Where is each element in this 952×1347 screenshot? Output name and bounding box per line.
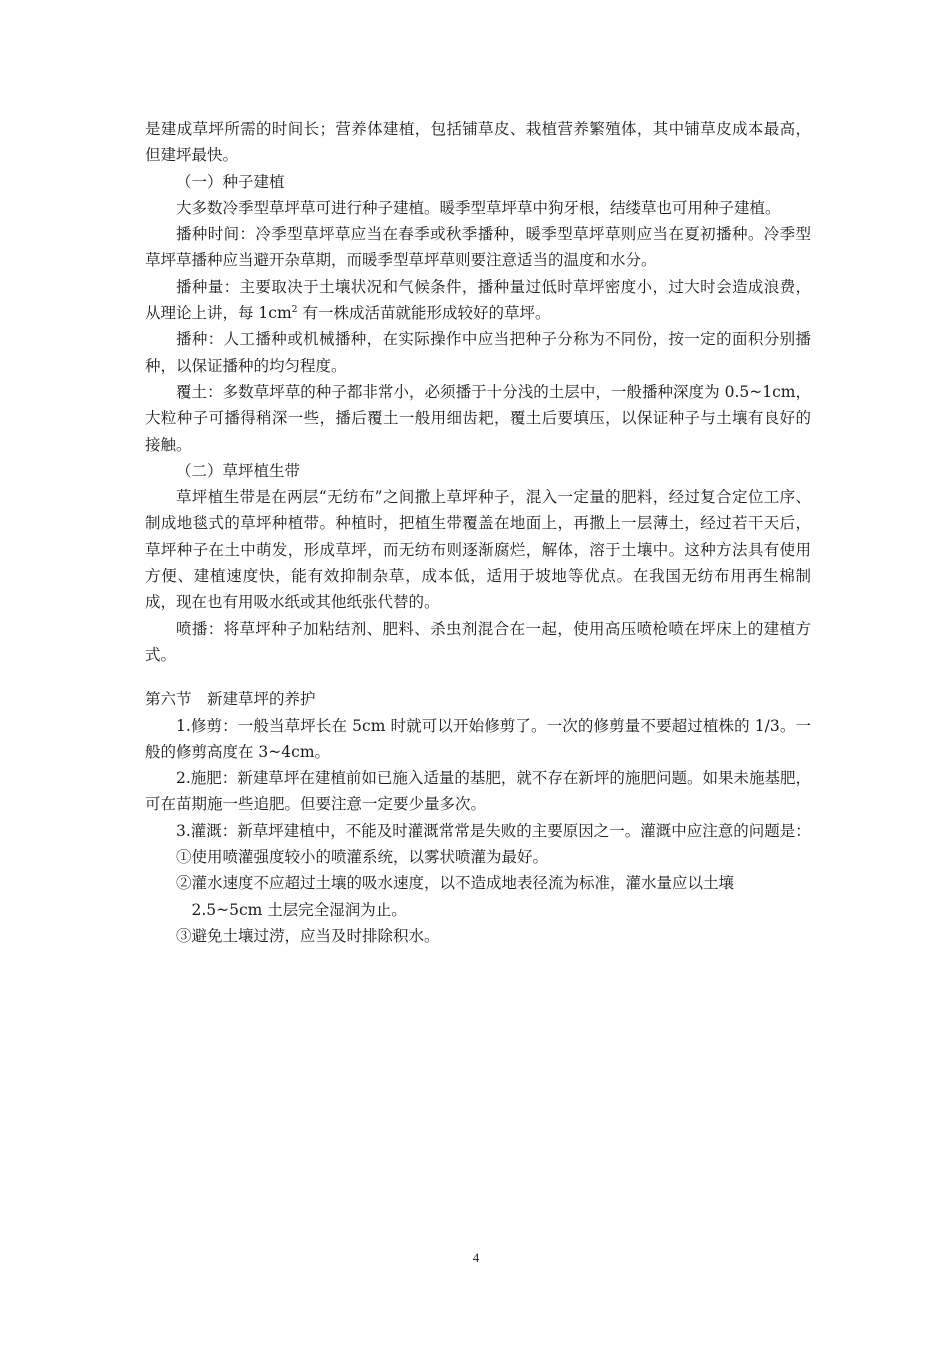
sowing-rate-text-end: 有一株成活苗就能形成较好的草坪。 [297, 304, 551, 323]
paragraph-seed-planting: 大多数冷季型草坪草可进行种子建植。暖季型草坪草中狗牙根，结缕草也可用种子建植。 [176, 198, 781, 217]
sub-item-1: ①使用喷灌强度较小的喷灌系统，以雾状喷灌为最好。 [176, 848, 549, 867]
section-title: 第六节 新建草坪的养护 [145, 690, 316, 709]
sowing-rate-text: 播种量：主要取决于土壤状况和气候条件，播种量过低时草坪密度小，过大时会造成浪费，从理论上讲，每 1cm [145, 277, 811, 323]
document-body [145, 116, 811, 949]
sub-item-2-continuation: 2.5~5cm 土层完全湿润为止。 [191, 900, 407, 919]
sub-item-3: ③避免土壤过涝，应当及时排除积水。 [176, 926, 440, 945]
paragraph-seed-mat: 草坪植生带是在两层“无纺布”之间撒上草坪种子，混入一定量的肥料，经过复合定位工序、制成地毯式的草坪种植带。种植时，把植生带覆盖在地面上，再撒上一层薄土，经过若干天后，草坪种子在土中萌发，形成草坪，而无纺布则逐渐腐烂，解体，溶于土壤中。这种方法具有使用方便、建植速度快，能有效抑制杂草，成本低，适用于坡地等优点。在我国无纺布用再生棉制成，现在也有用吸水纸或其他纸张代替的。 [145, 488, 811, 612]
paragraph-sowing: 播种：人工播种或机械播种，在实际操作中应当把种子分称为不同份，按一定的面积分别播种，以保证播种的均匀程度。 [145, 330, 811, 375]
item-irrigation: 3.灌溉：新草坪建植中，不能及时灌溉常常是失败的主要原因之一。灌溉中应注意的问题是： [176, 821, 811, 840]
page-number: 4 [472, 1250, 480, 1265]
paragraph-hydroseeding: 喷播：将草坪种子加粘结剂、肥料、杀虫剂混合在一起，使用高压喷枪喷在坪床上的建植方式。 [145, 619, 811, 664]
superscript-two: 2 [291, 303, 298, 315]
sub-item-2 [145, 870, 811, 923]
item-mowing: 1.修剪：一般当草坪长在 5cm 时就可以开始修剪了。一次的修剪量不要超过植株的 1/3。一般的修剪高度在 3~4cm。 [145, 716, 811, 761]
paragraph-sowing-rate [145, 274, 811, 327]
paragraph-covering-soil: 覆土：多数草坪草的种子都非常小，必须播于十分浅的土层中，一般播种深度为 0.5~1cm，大粒种子可播得稍深一些，播后覆土一般用细齿耙，覆土后要填压，以保证种子与土壤有良好的接触。 [145, 382, 811, 454]
sub-item-2-text: ②灌水速度不应超过土壤的吸水速度，以不造成地表径流为标准，灌水量应以土壤 [176, 874, 735, 893]
section-gap [145, 668, 811, 686]
paragraph-continuation: 是建成草坪所需的时间长；营养体建植，包括铺草皮、栽植营养繁殖体，其中铺草皮成本最高，但建坪最快。 [145, 120, 811, 165]
heading-seed-planting: （一）种子建植 [176, 172, 285, 191]
item-fertilizing: 2.施肥：新建草坪在建植前如已施入适量的基肥，就不存在新坪的施肥问题。如果未施基肥，可在苗期施一些追肥。但要注意一定要少量多次。 [145, 769, 811, 814]
paragraph-sowing-time: 播种时间：冷季型草坪草应当在春季或秋季播种，暖季型草坪草则应当在夏初播种。冷季型草坪草播种应当避开杂草期，而暖季型草坪草则要注意适当的温度和水分。 [145, 225, 811, 270]
heading-seed-mat: （二）草坪植生带 [176, 461, 301, 480]
